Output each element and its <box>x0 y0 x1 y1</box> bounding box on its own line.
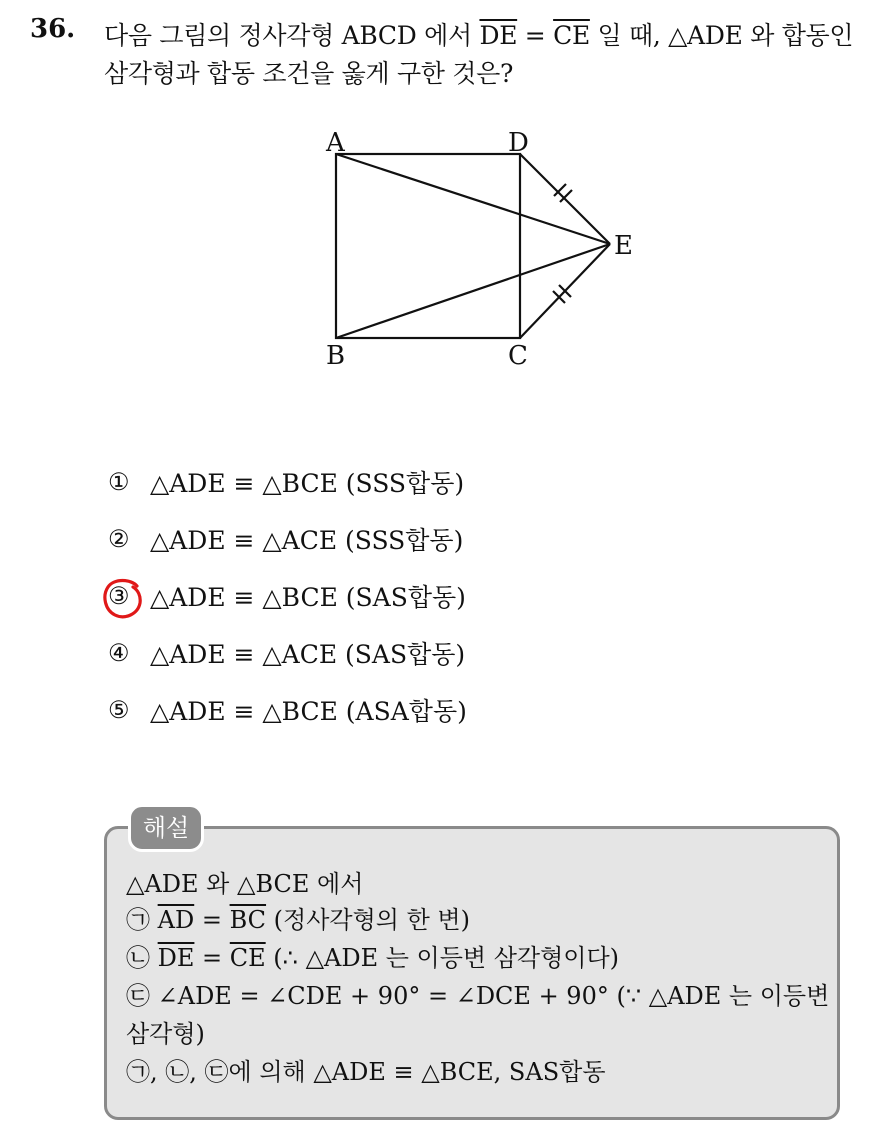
solution-line-1: △ADE 와 △BCE 에서 <box>126 870 364 898</box>
choice-5-number: ⑤ <box>108 696 130 724</box>
segment-ce: $\overline{CE}$ <box>553 21 590 50</box>
red-circle-mark-icon <box>100 576 146 622</box>
choice-5-text: △ADE ≡ △BCE (ASA합동) <box>150 697 467 726</box>
label-c: C <box>508 341 528 371</box>
segment-de: $\overline{DE}$ <box>479 21 518 50</box>
choice-2[interactable] <box>108 521 463 557</box>
choice-1[interactable] <box>108 464 464 500</box>
question-text-line1: 다음 그림의 정사각형 ABCD 에서 $\overline{DE} = \overline{CE}$ 일 때, △ADE 와 합동인 <box>104 21 854 50</box>
solution-line-3: ㉡ $\overline{DE} = \overline{CE}$ (∴ △ADE 는 이등변 삼각형이다) <box>126 944 620 972</box>
solution-line-6: ㉠, ㉡, ㉢에 의해 △ADE ≡ △BCE, SAS합동 <box>126 1058 606 1086</box>
segment-de-line <box>520 154 610 244</box>
label-e: E <box>614 231 633 261</box>
solution-line-4: ㉢ ∠ADE = ∠CDE + 90° = ∠DCE + 90° (∵ △ADE 는 이등변 <box>126 982 830 1010</box>
square-abcd <box>336 154 520 338</box>
choice-5[interactable] <box>108 692 467 728</box>
choice-3-number: ③ <box>108 582 150 610</box>
choice-1-text: △ADE ≡ △BCE (SSS합동) <box>150 469 465 498</box>
label-d: D <box>508 128 529 158</box>
segment-be-line <box>336 244 610 338</box>
choice-4-number: ④ <box>108 639 130 667</box>
choice-4[interactable] <box>108 635 465 671</box>
choice-3[interactable] <box>108 578 466 614</box>
solution-line-2: ㉠ $\overline{AD} = \overline{BC}$ (정사각형의 한 변) <box>126 906 470 934</box>
solution-line-5: 삼각형) <box>126 1020 205 1048</box>
label-b: B <box>326 341 346 371</box>
question-number: 36. <box>30 14 76 44</box>
segment-ae-line <box>336 154 610 244</box>
tick-marks-de <box>554 184 572 202</box>
choice-2-text: △ADE ≡ △ACE (SSS합동) <box>150 526 464 555</box>
choice-2-number: ② <box>108 525 130 553</box>
solution-tab: 해설 <box>128 804 204 852</box>
choice-1-number: ① <box>108 468 130 496</box>
label-a: A <box>326 128 345 158</box>
question-text-line2: 삼각형과 합동 조건을 옳게 구한 것은? <box>104 59 514 88</box>
choice-4-text: △ADE ≡ △ACE (SAS합동) <box>150 640 466 669</box>
choice-3-text: △ADE ≡ △BCE (SAS합동) <box>150 583 466 612</box>
square-figure <box>0 0 884 400</box>
